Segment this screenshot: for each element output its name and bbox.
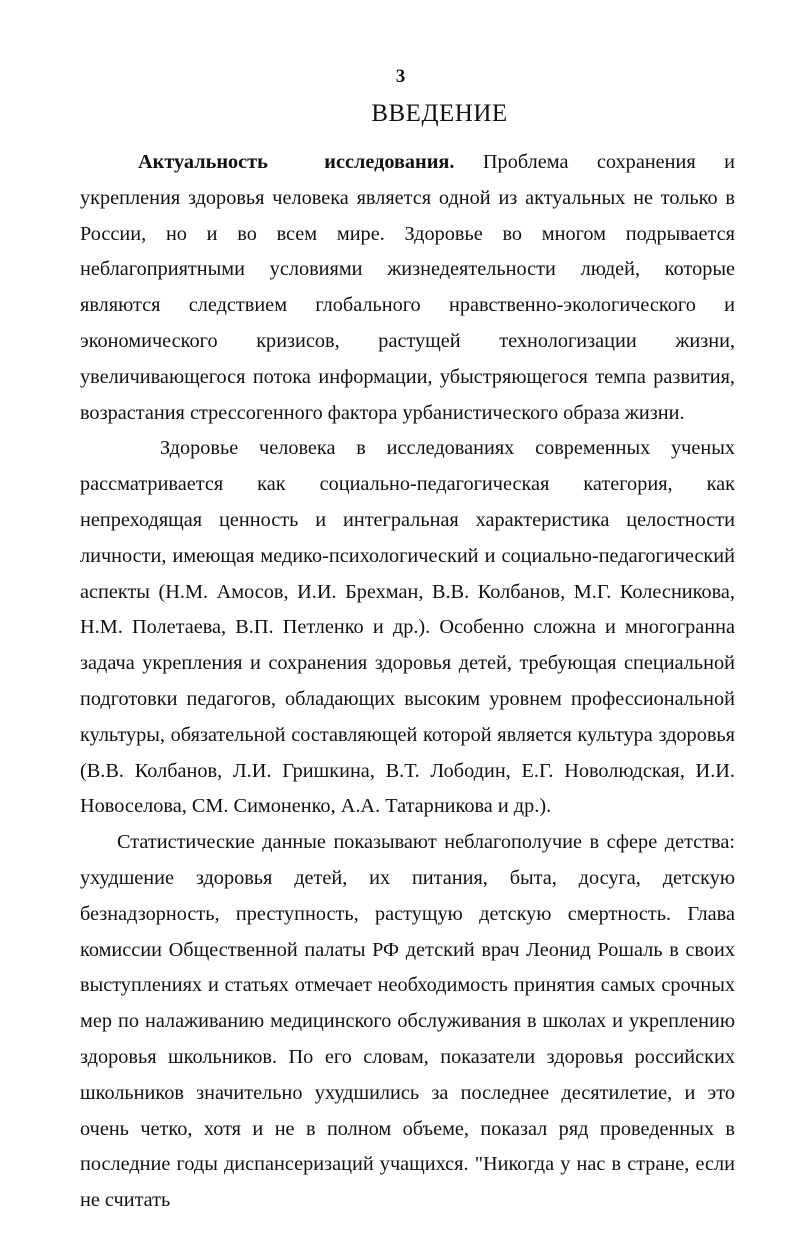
paragraph-health-research: Здоровье человека в исследованиях современных ученых рассматривается как социально-педагогическая категория, как непреходящая ценность и интегральная характеристика целостности личности, имеющая медико-психологический и социально-педагогический аспекты (Н.М. Амосов, И.И. Брехман, В.В. Колбанов, М.Г. Колесникова, Н.М. Полетаева, В.П. Петленко и др.). Особенно сложна и многогранна задача укрепления и сохранения здоровья детей, требующая специальной подготовки педагогов, обладающих высоким уровнем профессиональной культуры, обязательной составляющей которой является культура здоровья (В.В. Колбанов, Л.И. Гришкина, В.Т. Лободин, Е.Г. Новолюдская, И.И. Новоселова, СМ. Симоненко, А.А. Татарникова и др.). [80, 437, 735, 818]
page-number: 3 [395, 66, 406, 87]
paragraph-relevance [80, 145, 735, 431]
page-title: ВВЕДЕНИЕ [371, 100, 508, 127]
paragraph-lead: Актуальность исследования. [138, 151, 455, 173]
paragraph-text: Проблема сохранения и укрепления здоровья человека является одной из актуальных не только в России, но и во всем мире. Здоровье во многом подрывается неблагоприятными условиями жизнедеятельности людей, которые являются следствием глобального нравственно-экологического и экономического кризисов, растущей технологизации жизни, увеличивающегося потока информации, убыстряющегося темпа развития, возрастания стрессогенного фактора урбанистического образа жизни. [80, 151, 735, 424]
document-body [80, 145, 735, 1219]
paragraph-statistics: Статистические данные показывают неблагополучие в сфере детства: ухудшение здоровья детей, их питания, быта, досуга, детскую безнадзорность, преступность, растущую детскую смертность. Глава комиссии Общественной палаты РФ детский врач Леонид Рошаль в своих выступлениях и статьях отмечает необходимость принятия самых срочных мер по налаживанию медицинского обслуживания в школах и укреплению здоровья школьников. По его словам, показатели здоровья российских школьников значительно ухудшились за последнее десятилетие, и это очень четко, хотя и не в полном объеме, показал ряд проведенных в последние годы диспансеризаций учащихся. "Никогда у нас в стране, если не считать [80, 831, 735, 1212]
